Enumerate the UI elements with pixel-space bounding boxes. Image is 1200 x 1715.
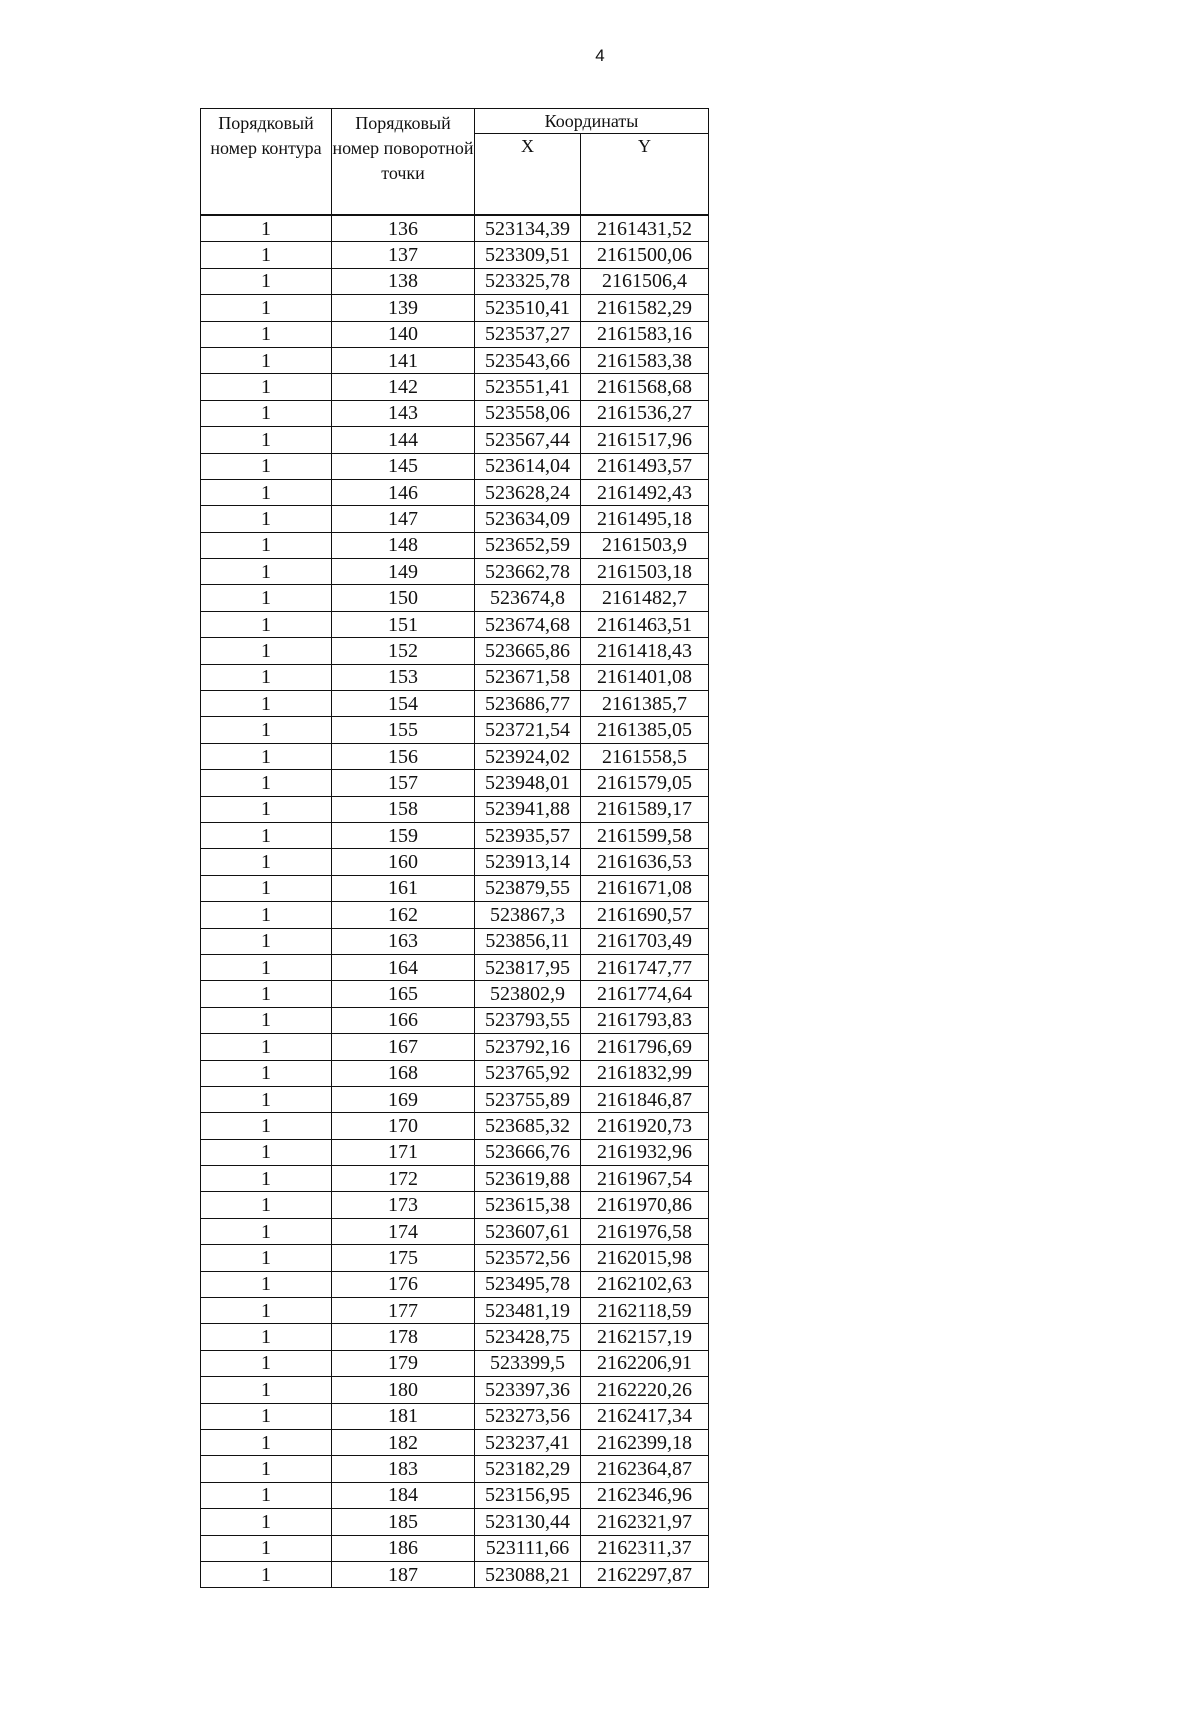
cell-x: 523755,89: [475, 1086, 581, 1112]
cell-contour-number: 1: [201, 770, 332, 796]
cell-contour-number: 1: [201, 242, 332, 268]
table-row: [201, 1245, 709, 1271]
table-row: [201, 1218, 709, 1244]
table-row: [201, 954, 709, 980]
cell-point-number: 174: [332, 1218, 475, 1244]
table-row: [201, 1139, 709, 1165]
cell-x: 523792,16: [475, 1034, 581, 1060]
cell-y: 2162015,98: [581, 1245, 709, 1271]
cell-contour-number: 1: [201, 1298, 332, 1324]
cell-y: 2161500,06: [581, 242, 709, 268]
cell-contour-number: 1: [201, 796, 332, 822]
cell-y: 2161517,96: [581, 427, 709, 453]
cell-y: 2161793,83: [581, 1007, 709, 1033]
cell-contour-number: 1: [201, 1350, 332, 1376]
cell-contour-number: 1: [201, 1561, 332, 1587]
cell-point-number: 187: [332, 1561, 475, 1587]
header-point-number: Порядковый номер поворотной точки: [332, 109, 475, 216]
table-row: [201, 295, 709, 321]
cell-point-number: 175: [332, 1245, 475, 1271]
cell-x: 523182,29: [475, 1456, 581, 1482]
table-row: [201, 1429, 709, 1455]
cell-x: 523879,55: [475, 875, 581, 901]
cell-point-number: 150: [332, 585, 475, 611]
cell-x: 523913,14: [475, 849, 581, 875]
cell-y: 2161418,43: [581, 638, 709, 664]
cell-y: 2162102,63: [581, 1271, 709, 1297]
cell-x: 523856,11: [475, 928, 581, 954]
cell-x: 523558,06: [475, 400, 581, 426]
header-y: Y: [581, 134, 709, 216]
table-row: [201, 981, 709, 1007]
cell-x: 523935,57: [475, 822, 581, 848]
cell-point-number: 139: [332, 295, 475, 321]
cell-point-number: 159: [332, 822, 475, 848]
cell-point-number: 142: [332, 374, 475, 400]
cell-point-number: 180: [332, 1377, 475, 1403]
cell-y: 2162311,37: [581, 1535, 709, 1561]
table-row: [201, 242, 709, 268]
cell-point-number: 147: [332, 506, 475, 532]
cell-contour-number: 1: [201, 928, 332, 954]
cell-contour-number: 1: [201, 1218, 332, 1244]
cell-point-number: 149: [332, 559, 475, 585]
cell-x: 523615,38: [475, 1192, 581, 1218]
table-row: [201, 822, 709, 848]
cell-y: 2162157,19: [581, 1324, 709, 1350]
table-row: [201, 1086, 709, 1112]
cell-x: 523309,51: [475, 242, 581, 268]
cell-contour-number: 1: [201, 347, 332, 373]
cell-y: 2161832,99: [581, 1060, 709, 1086]
table-header-row: [201, 109, 709, 134]
cell-x: 523273,56: [475, 1403, 581, 1429]
cell-x: 523325,78: [475, 268, 581, 294]
cell-x: 523628,24: [475, 479, 581, 505]
cell-contour-number: 1: [201, 822, 332, 848]
cell-y: 2161503,9: [581, 532, 709, 558]
cell-x: 523111,66: [475, 1535, 581, 1561]
cell-x: 523721,54: [475, 717, 581, 743]
table-row: [201, 1561, 709, 1587]
cell-point-number: 177: [332, 1298, 475, 1324]
cell-x: 523537,27: [475, 321, 581, 347]
table-row: [201, 479, 709, 505]
cell-contour-number: 1: [201, 1429, 332, 1455]
cell-contour-number: 1: [201, 611, 332, 637]
table-row: [201, 928, 709, 954]
cell-y: 2161589,17: [581, 796, 709, 822]
cell-contour-number: 1: [201, 664, 332, 690]
cell-y: 2162118,59: [581, 1298, 709, 1324]
cell-x: 523802,9: [475, 981, 581, 1007]
cell-point-number: 151: [332, 611, 475, 637]
table-row: [201, 347, 709, 373]
cell-x: 523607,61: [475, 1218, 581, 1244]
cell-x: 523510,41: [475, 295, 581, 321]
cell-point-number: 163: [332, 928, 475, 954]
cell-contour-number: 1: [201, 638, 332, 664]
cell-point-number: 162: [332, 902, 475, 928]
cell-y: 2161385,7: [581, 691, 709, 717]
cell-y: 2161796,69: [581, 1034, 709, 1060]
cell-contour-number: 1: [201, 1324, 332, 1350]
cell-point-number: 152: [332, 638, 475, 664]
cell-contour-number: 1: [201, 427, 332, 453]
cell-x: 523399,5: [475, 1350, 581, 1376]
table-row: [201, 1060, 709, 1086]
table-body: [201, 215, 709, 1588]
cell-contour-number: 1: [201, 374, 332, 400]
cell-y: 2161536,27: [581, 400, 709, 426]
table-row: [201, 506, 709, 532]
cell-contour-number: 1: [201, 1456, 332, 1482]
table-row: [201, 268, 709, 294]
cell-contour-number: 1: [201, 1535, 332, 1561]
cell-x: 523662,78: [475, 559, 581, 585]
cell-point-number: 186: [332, 1535, 475, 1561]
cell-point-number: 154: [332, 691, 475, 717]
cell-x: 523948,01: [475, 770, 581, 796]
cell-y: 2162364,87: [581, 1456, 709, 1482]
cell-contour-number: 1: [201, 295, 332, 321]
cell-point-number: 173: [332, 1192, 475, 1218]
cell-point-number: 138: [332, 268, 475, 294]
coordinates-table: [200, 108, 709, 1588]
table-row: [201, 717, 709, 743]
cell-contour-number: 1: [201, 268, 332, 294]
table-row: [201, 321, 709, 347]
cell-y: 2161636,53: [581, 849, 709, 875]
cell-point-number: 179: [332, 1350, 475, 1376]
cell-point-number: 161: [332, 875, 475, 901]
cell-y: 2161493,57: [581, 453, 709, 479]
cell-y: 2161774,64: [581, 981, 709, 1007]
cell-y: 2161599,58: [581, 822, 709, 848]
cell-x: 523793,55: [475, 1007, 581, 1033]
cell-point-number: 172: [332, 1166, 475, 1192]
cell-x: 523567,44: [475, 427, 581, 453]
table-row: [201, 1456, 709, 1482]
cell-y: 2162321,97: [581, 1509, 709, 1535]
cell-contour-number: 1: [201, 1060, 332, 1086]
cell-point-number: 158: [332, 796, 475, 822]
cell-contour-number: 1: [201, 1034, 332, 1060]
cell-point-number: 171: [332, 1139, 475, 1165]
cell-y: 2161495,18: [581, 506, 709, 532]
cell-contour-number: 1: [201, 1192, 332, 1218]
cell-contour-number: 1: [201, 875, 332, 901]
table-row: [201, 1113, 709, 1139]
cell-point-number: 153: [332, 664, 475, 690]
cell-point-number: 148: [332, 532, 475, 558]
cell-x: 523867,3: [475, 902, 581, 928]
cell-point-number: 166: [332, 1007, 475, 1033]
table-row: [201, 1034, 709, 1060]
table-row: [201, 638, 709, 664]
cell-x: 523428,75: [475, 1324, 581, 1350]
cell-contour-number: 1: [201, 849, 332, 875]
cell-contour-number: 1: [201, 743, 332, 769]
table-row: [201, 1166, 709, 1192]
cell-point-number: 183: [332, 1456, 475, 1482]
table-row: [201, 770, 709, 796]
cell-point-number: 140: [332, 321, 475, 347]
cell-y: 2162346,96: [581, 1482, 709, 1508]
cell-y: 2161583,16: [581, 321, 709, 347]
cell-x: 523686,77: [475, 691, 581, 717]
cell-contour-number: 1: [201, 1509, 332, 1535]
cell-point-number: 170: [332, 1113, 475, 1139]
cell-contour-number: 1: [201, 981, 332, 1007]
header-x: X: [475, 134, 581, 216]
cell-contour-number: 1: [201, 954, 332, 980]
cell-x: 523614,04: [475, 453, 581, 479]
cell-contour-number: 1: [201, 585, 332, 611]
cell-point-number: 145: [332, 453, 475, 479]
table-row: [201, 796, 709, 822]
cell-point-number: 184: [332, 1482, 475, 1508]
cell-y: 2161583,38: [581, 347, 709, 373]
cell-y: 2161703,49: [581, 928, 709, 954]
cell-point-number: 160: [332, 849, 475, 875]
cell-x: 523134,39: [475, 215, 581, 242]
table-row: [201, 1403, 709, 1429]
cell-x: 523765,92: [475, 1060, 581, 1086]
table-row: [201, 1007, 709, 1033]
table-row: [201, 1298, 709, 1324]
cell-y: 2161976,58: [581, 1218, 709, 1244]
table-row: [201, 1324, 709, 1350]
cell-y: 2161558,5: [581, 743, 709, 769]
cell-x: 523237,41: [475, 1429, 581, 1455]
cell-y: 2161747,77: [581, 954, 709, 980]
table-row: [201, 1350, 709, 1376]
cell-x: 523481,19: [475, 1298, 581, 1324]
cell-point-number: 168: [332, 1060, 475, 1086]
table-row: [201, 215, 709, 242]
cell-point-number: 146: [332, 479, 475, 505]
cell-x: 523665,86: [475, 638, 581, 664]
cell-x: 523634,09: [475, 506, 581, 532]
cell-y: 2161503,18: [581, 559, 709, 585]
cell-x: 523551,41: [475, 374, 581, 400]
cell-x: 523130,44: [475, 1509, 581, 1535]
cell-contour-number: 1: [201, 1139, 332, 1165]
cell-contour-number: 1: [201, 1482, 332, 1508]
cell-contour-number: 1: [201, 453, 332, 479]
cell-y: 2161671,08: [581, 875, 709, 901]
cell-point-number: 156: [332, 743, 475, 769]
cell-y: 2161401,08: [581, 664, 709, 690]
cell-contour-number: 1: [201, 1166, 332, 1192]
cell-x: 523397,36: [475, 1377, 581, 1403]
cell-x: 523619,88: [475, 1166, 581, 1192]
cell-x: 523685,32: [475, 1113, 581, 1139]
cell-y: 2162220,26: [581, 1377, 709, 1403]
cell-y: 2161932,96: [581, 1139, 709, 1165]
cell-x: 523088,21: [475, 1561, 581, 1587]
cell-contour-number: 1: [201, 479, 332, 505]
cell-contour-number: 1: [201, 902, 332, 928]
cell-y: 2161463,51: [581, 611, 709, 637]
cell-x: 523652,59: [475, 532, 581, 558]
table-row: [201, 532, 709, 558]
cell-point-number: 141: [332, 347, 475, 373]
cell-y: 2162297,87: [581, 1561, 709, 1587]
cell-contour-number: 1: [201, 215, 332, 242]
cell-contour-number: 1: [201, 691, 332, 717]
table-row: [201, 1509, 709, 1535]
table-row: [201, 902, 709, 928]
table-row: [201, 743, 709, 769]
cell-y: 2162399,18: [581, 1429, 709, 1455]
cell-contour-number: 1: [201, 1271, 332, 1297]
header-coordinates: Координаты: [475, 109, 709, 134]
cell-y: 2161846,87: [581, 1086, 709, 1112]
header-contour-number: Порядковый номер контура: [201, 109, 332, 216]
table-row: [201, 374, 709, 400]
cell-y: 2162206,91: [581, 1350, 709, 1376]
cell-point-number: 165: [332, 981, 475, 1007]
cell-contour-number: 1: [201, 321, 332, 347]
page-number: 4: [595, 46, 605, 65]
cell-contour-number: 1: [201, 532, 332, 558]
cell-contour-number: 1: [201, 1086, 332, 1112]
cell-point-number: 137: [332, 242, 475, 268]
table-row: [201, 585, 709, 611]
cell-x: 523543,66: [475, 347, 581, 373]
cell-point-number: 178: [332, 1324, 475, 1350]
cell-point-number: 167: [332, 1034, 475, 1060]
cell-x: 523495,78: [475, 1271, 581, 1297]
cell-contour-number: 1: [201, 559, 332, 585]
table-row: [201, 1377, 709, 1403]
cell-x: 523572,56: [475, 1245, 581, 1271]
table-row: [201, 1535, 709, 1561]
cell-y: 2161920,73: [581, 1113, 709, 1139]
cell-contour-number: 1: [201, 1113, 332, 1139]
table-row: [201, 691, 709, 717]
cell-contour-number: 1: [201, 717, 332, 743]
cell-y: 2161492,43: [581, 479, 709, 505]
cell-x: 523941,88: [475, 796, 581, 822]
cell-x: 523674,68: [475, 611, 581, 637]
cell-y: 2161431,52: [581, 215, 709, 242]
cell-point-number: 185: [332, 1509, 475, 1535]
table-row: [201, 400, 709, 426]
cell-contour-number: 1: [201, 1245, 332, 1271]
cell-point-number: 144: [332, 427, 475, 453]
cell-x: 523817,95: [475, 954, 581, 980]
table-row: [201, 1482, 709, 1508]
cell-y: 2161970,86: [581, 1192, 709, 1218]
cell-x: 523674,8: [475, 585, 581, 611]
cell-contour-number: 1: [201, 1377, 332, 1403]
cell-point-number: 157: [332, 770, 475, 796]
cell-contour-number: 1: [201, 400, 332, 426]
table-row: [201, 1192, 709, 1218]
table-row: [201, 664, 709, 690]
cell-point-number: 181: [332, 1403, 475, 1429]
table-row: [201, 453, 709, 479]
cell-x: 523924,02: [475, 743, 581, 769]
cell-y: 2161967,54: [581, 1166, 709, 1192]
cell-contour-number: 1: [201, 1403, 332, 1429]
cell-y: 2161482,7: [581, 585, 709, 611]
cell-point-number: 169: [332, 1086, 475, 1112]
cell-y: 2162417,34: [581, 1403, 709, 1429]
cell-y: 2161385,05: [581, 717, 709, 743]
table-row: [201, 849, 709, 875]
cell-point-number: 143: [332, 400, 475, 426]
cell-point-number: 164: [332, 954, 475, 980]
table-row: [201, 611, 709, 637]
cell-point-number: 182: [332, 1429, 475, 1455]
cell-y: 2161568,68: [581, 374, 709, 400]
table-row: [201, 875, 709, 901]
cell-y: 2161579,05: [581, 770, 709, 796]
cell-point-number: 176: [332, 1271, 475, 1297]
cell-x: 523666,76: [475, 1139, 581, 1165]
cell-y: 2161582,29: [581, 295, 709, 321]
table-row: [201, 1271, 709, 1297]
table-row: [201, 427, 709, 453]
cell-y: 2161506,4: [581, 268, 709, 294]
cell-point-number: 155: [332, 717, 475, 743]
cell-point-number: 136: [332, 215, 475, 242]
cell-y: 2161690,57: [581, 902, 709, 928]
table-row: [201, 559, 709, 585]
cell-x: 523156,95: [475, 1482, 581, 1508]
cell-contour-number: 1: [201, 506, 332, 532]
cell-contour-number: 1: [201, 1007, 332, 1033]
cell-x: 523671,58: [475, 664, 581, 690]
